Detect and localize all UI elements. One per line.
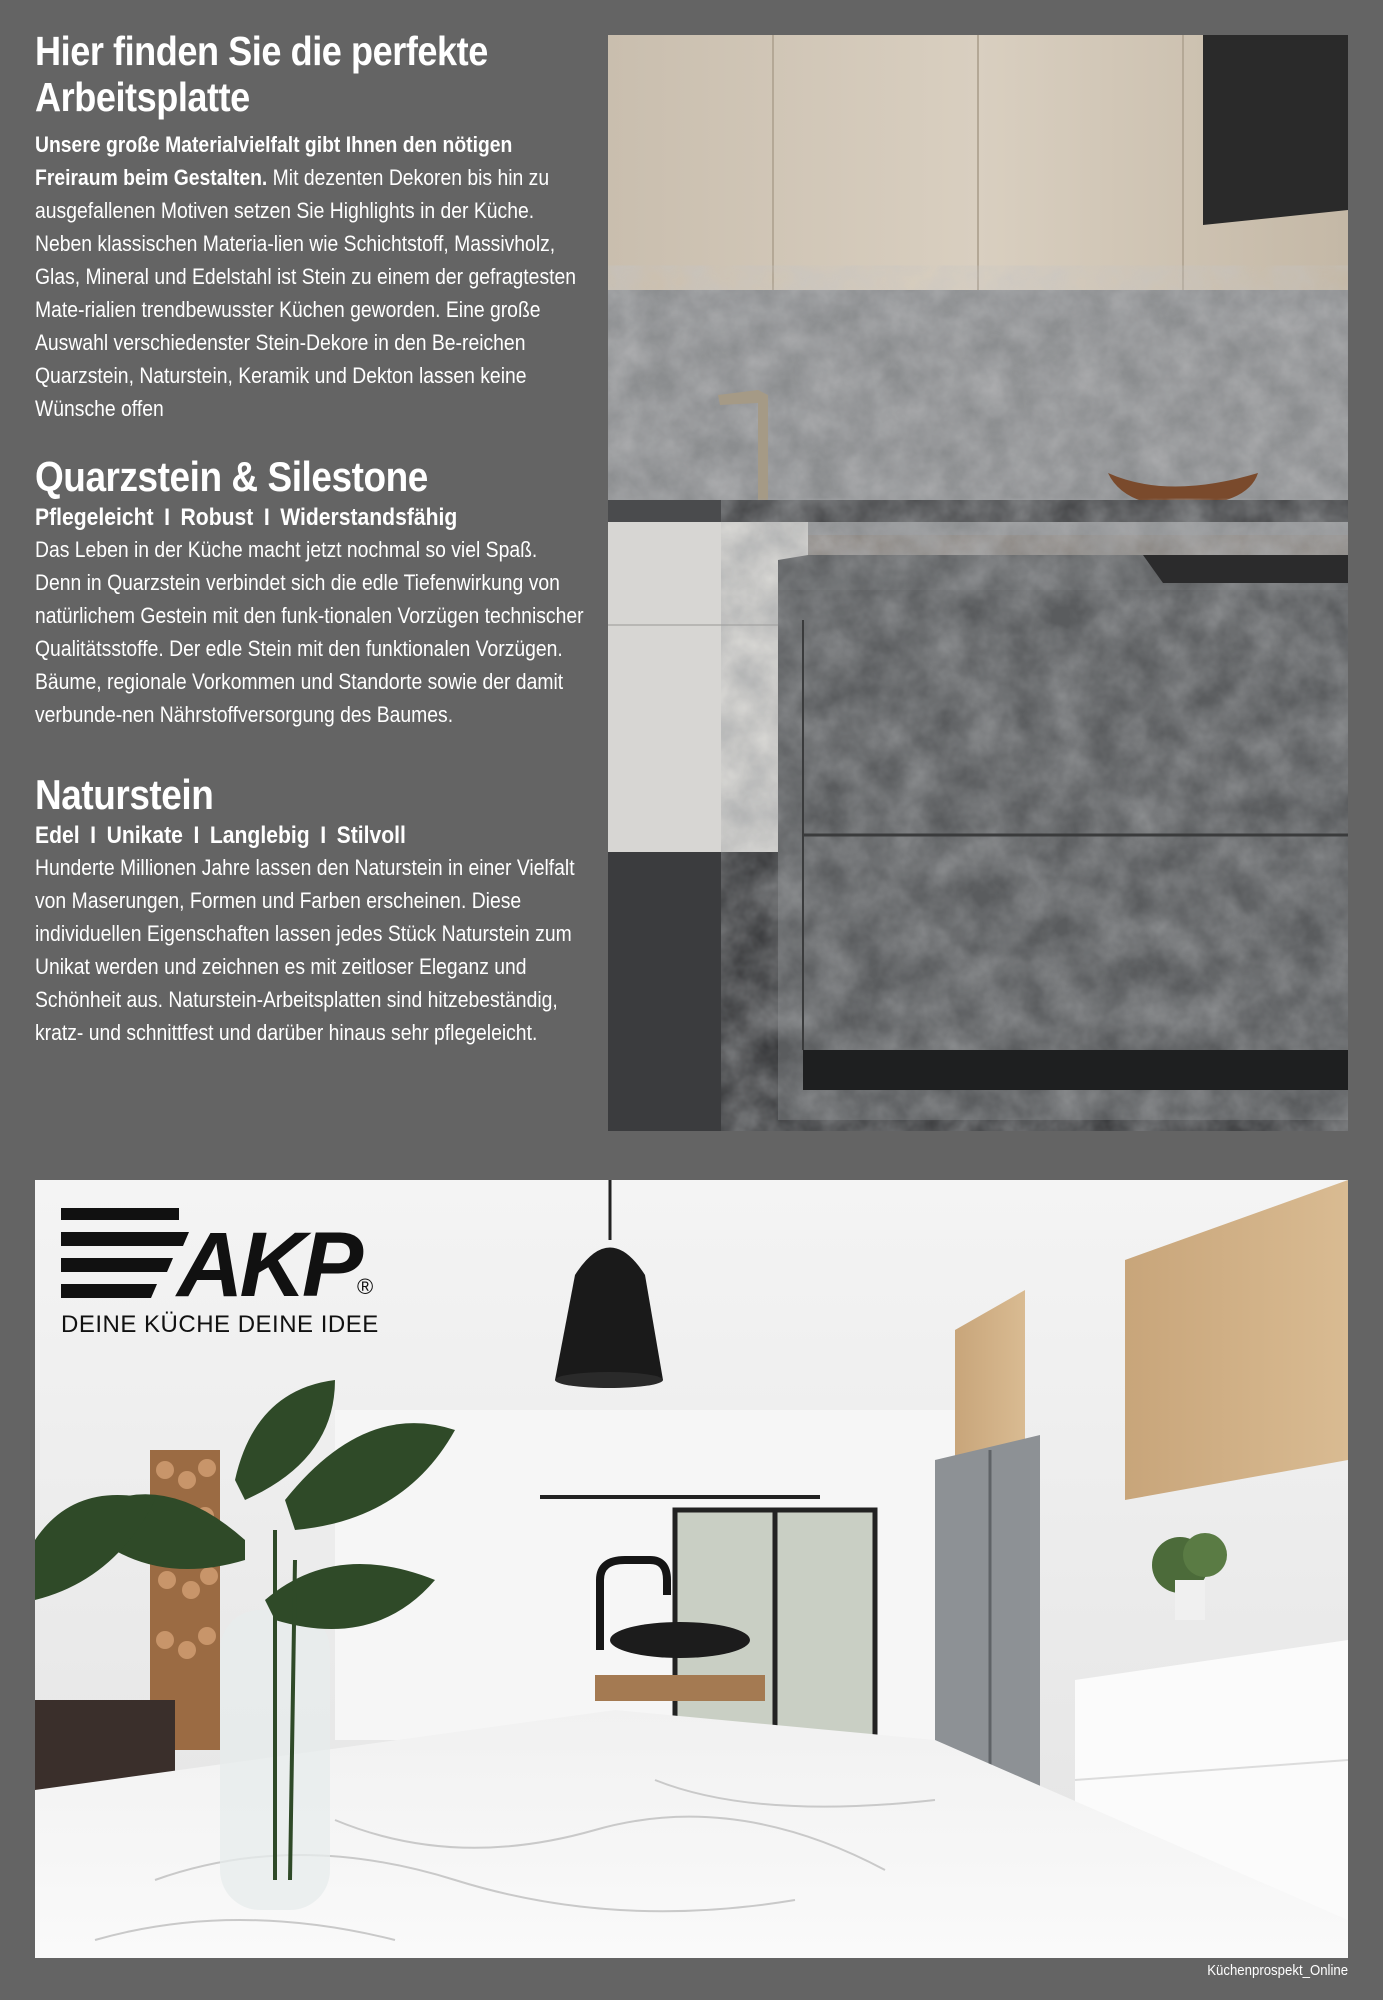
logo-name: AKP: [177, 1214, 360, 1316]
akp-logo-mark: [61, 1208, 401, 1338]
tag-separator: I: [263, 504, 270, 531]
tag-separator: I: [164, 504, 170, 531]
tag: Langlebig: [209, 822, 310, 849]
tag-separator: I: [193, 822, 200, 849]
tag-separator: I: [320, 822, 327, 849]
tag: Pflegeleicht: [35, 504, 154, 531]
tag: Edel: [35, 822, 80, 849]
akp-logo: [61, 1208, 401, 1338]
tag: Stilvoll: [336, 822, 406, 849]
page-title: Hier finden Sie die perfekte Arbeitsplatte: [35, 28, 488, 120]
section-text-naturstein: Hunderte Millionen Jahre lassen den Naturstein in einer Vielfalt von Maserungen, Formen und Farben erscheinen. Diese individuellen Eigenschaften lassen jedes Stück Naturstein zum Unikat werden und zeichnen es mit zeitloser Eleganz und Schönheit aus. Naturstein-Arbeitsplatten sind hitzebeständig, kratz- und schnittfest und darüber hinaus sehr pflegeleicht.: [35, 855, 575, 1045]
section-quarzstein: [35, 453, 590, 731]
section-text-quarzstein: Das Leben in der Küche macht jetzt nochmal so viel Spaß. Denn in Quarzstein verbindet sich die edle Tiefenwirkung von natürlichem Gestein mit den funk-tionalen Vorzügen technischer Qualitätsstoffe. Der edle Stein mit den funktionalen Vorzügen. Bäume, regionale Vorkommen und Standorte sowie der damit verbunde-nen Nährstoffversorgung des Baumes.: [35, 537, 584, 727]
tag: Unikate: [106, 822, 183, 849]
tags-naturstein: [35, 821, 598, 851]
intro-paragraph: [35, 128, 585, 425]
text-column: [35, 28, 590, 1049]
intro-bold: Unsere große Materialvielfalt gibt Ihnen den nötigen Freiraum beim Gestalten.: [35, 132, 513, 190]
intro-text: Mit dezenten Dekoren bis hin zu ausgefallenen Motiven setzen Sie Highlights in der Küche. Neben klassischen Materia-lien wie Schichtstoff, Massivholz, Glas, Mineral und Edelstahl ist Stein zu einem der gefragtesten Mate-rialien trendbewusster Küchen geworden. Eine große Auswahl verschiedenster Stein-Dekore in den Be-reichen Quarzstein, Naturstein, Keramik und Dekton lassen keine Wünsche offen: [35, 165, 577, 421]
tags-quarzstein: [35, 503, 598, 533]
logo-registered: ®: [357, 1274, 374, 1299]
section-naturstein: [35, 771, 590, 1049]
tag-separator: I: [90, 822, 97, 849]
logo-tagline: DEINE KÜCHE DEINE IDEE: [61, 1311, 379, 1338]
kitchen-photo-marble: [35, 1180, 1348, 1958]
tag: Widerstandsfähig: [280, 504, 458, 531]
footer-label: Küchenprospekt_Online: [1207, 1962, 1348, 1979]
section-title-quarzstein: Quarzstein & Silestone: [35, 453, 428, 500]
kitchen-photo-stone: [608, 35, 1348, 1131]
kitchen-stone-illustration: [608, 35, 1348, 1131]
section-title-naturstein: Naturstein: [35, 771, 214, 818]
tag: Robust: [180, 504, 254, 531]
